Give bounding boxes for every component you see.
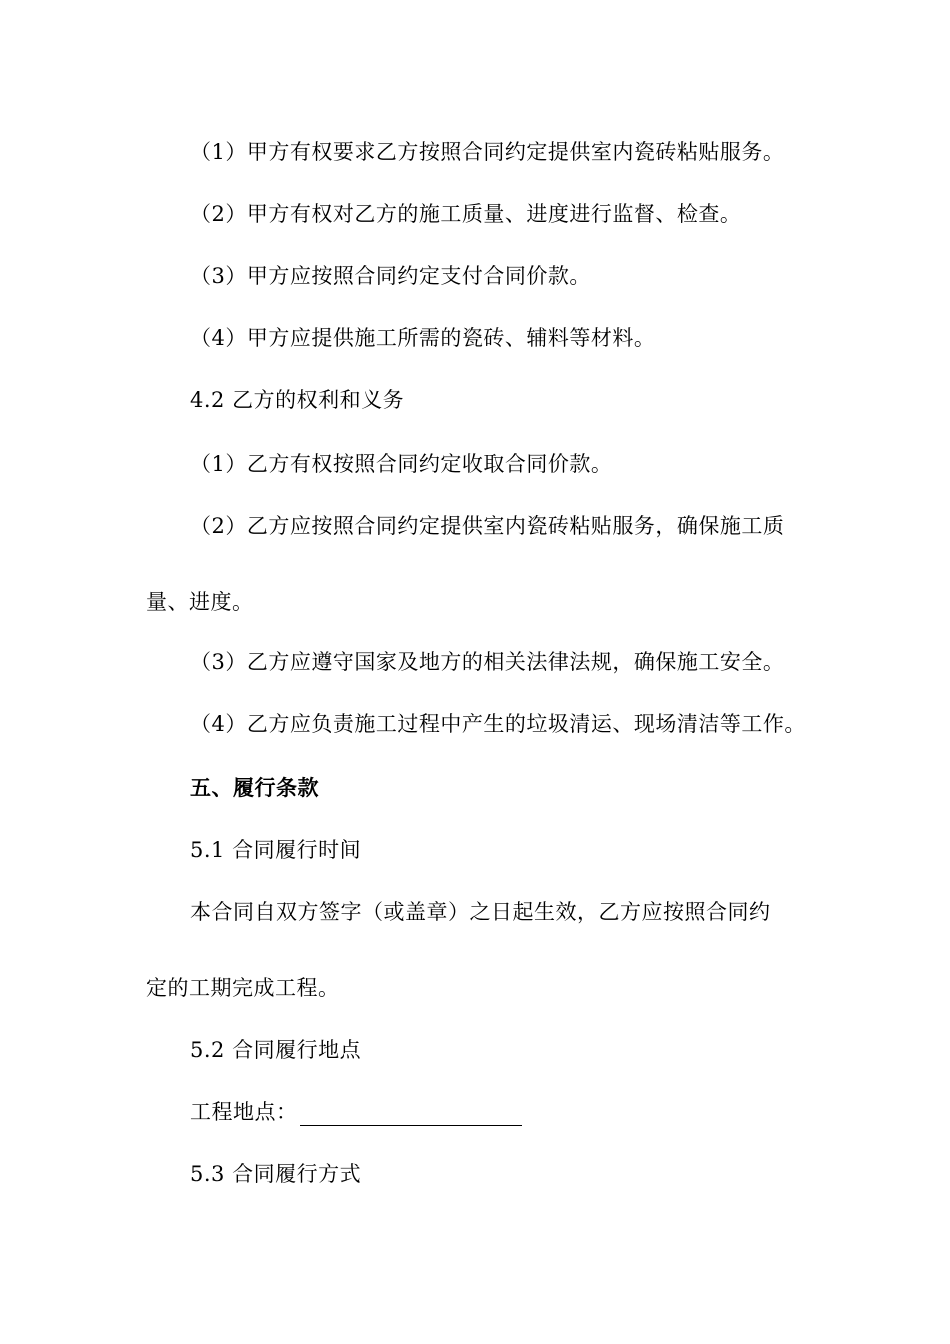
clause-a-2: （2）甲方有权对乙方的施工质量、进度进行监督、检查。: [190, 202, 742, 226]
clause-a-3: （3）甲方应按照合同约定支付合同价款。: [190, 264, 591, 288]
paragraph-5-1: 本合同自双方签字（或盖章）之日起生效，乙方应按照合同约: [190, 900, 771, 924]
clause-b-3: （3）乙方应遵守国家及地方的相关法律法规，确保施工安全。: [190, 650, 785, 674]
section-heading-4-2: 4.2 乙方的权利和义务: [190, 388, 405, 412]
clause-b-1: （1）乙方有权按照合同约定收取合同价款。: [190, 452, 613, 476]
clause-a-4: （4）甲方应提供施工所需的瓷砖、辅料等材料。: [190, 326, 656, 350]
location-label: 工程地点：: [190, 1100, 298, 1124]
location-blank-line: [300, 1105, 522, 1126]
section-heading-5-3: 5.3 合同履行方式: [190, 1162, 362, 1186]
clause-b-2-continued: 量、进度。: [146, 590, 254, 614]
chapter-heading-5: 五、履行条款: [190, 775, 319, 800]
section-heading-5-2: 5.2 合同履行地点: [190, 1038, 362, 1062]
clause-a-1: （1）甲方有权要求乙方按照合同约定提供室内瓷砖粘贴服务。: [190, 140, 785, 164]
clause-b-4: （4）乙方应负责施工过程中产生的垃圾清运、现场清洁等工作。: [190, 712, 806, 736]
section-heading-5-1: 5.1 合同履行时间: [190, 838, 362, 862]
paragraph-5-1-continued: 定的工期完成工程。: [146, 976, 340, 1000]
clause-b-2: （2）乙方应按照合同约定提供室内瓷砖粘贴服务，确保施工质: [190, 514, 785, 538]
location-field-row: [190, 1098, 522, 1126]
